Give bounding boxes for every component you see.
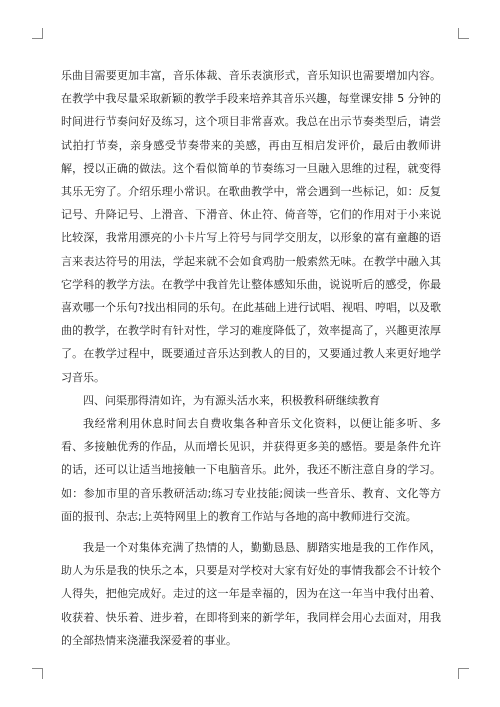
paragraph-conclusion: 我是一个对集体充满了热情的人，勤勤恳恳、脚踏实地是我的工作作风，助人为乐是我的快乐之本，只要是对学校对大家有好处的事情我都会不计较个人得失，把他完成好。走过的这一年是幸福的，因为在这一年当中我付出着、收获着、快乐着、进步着，在即将到来的新学年，我同样会用心去面对，用我的全部热情来浇灌我深爱着的事业。	[61, 541, 441, 647]
crop-mark-top-right	[458, 28, 469, 39]
paragraph-continuing-education: 我经常利用休息时间去自费收集各种音乐文化资料，以便让能多听、多看、多接触优秀的作品，从而增长见识，并获得更多美的感悟。要是条件允许的话，还可以让适当地接触一下电脑音乐。此外，我还不断注意自身的学习。如：参加市里的音乐教研活动;练习专业技能;阅读一些音乐、教育、文化等方面的报刊、杂志;上英特网里上的教育工作站与各地的高中教师进行交流。	[61, 417, 441, 523]
crop-mark-bottom-left	[32, 668, 43, 679]
document-body	[61, 64, 441, 652]
crop-mark-top-left	[32, 28, 43, 39]
paragraph-teaching-methods: 乐曲目需要更加丰富，音乐体裁、音乐表演形式，音乐知识也需要增加内容。在教学中我尽量采取新颖的教学手段来培养其音乐兴趣，每堂课安排 5 分钟的时间进行节奏问好及练习，这个项目非常喜欢。我总在出示节奏类型后，请尝试拍打节奏，亲身感受节奏带来的美感，再由互相启发评价，最后由教师讲解，授以正确的做法。这个看似简单的节奏练习一旦融入思维的过程，就变得其乐无穷了。介绍乐理小常识。在歌曲教学中，常会遇到一些标记，如：反复记号、升降记号、上滑音、下滑音、休止符、倚音等，它们的作用对于小来说比较深，我常用漂亮的小卡片写上符号与同学交朋友，以形象的富有童趣的语言来表达符号的用法，学起来就不会如食鸡肋一般索然无味。在教学中融入其它学科的教学方法。在教学中我首先让整体感知乐曲，说说听后的感受，你最喜欢哪一个乐句?找出相同的乐句。在此基础上进行试唱、视唱、哼唱，以及歌曲的教学，在教学时有针对性，学习的难度降低了，效率提高了，兴趣更浓厚了。在教学过程中，既要通过音乐达到教人的目的，又要通过教人来更好地学习音乐。	[61, 69, 441, 384]
section-heading-research: 四、问渠那得清如许，为有源头活水来，积极教科研继续教育	[83, 393, 380, 407]
crop-mark-bottom-right	[458, 668, 469, 679]
